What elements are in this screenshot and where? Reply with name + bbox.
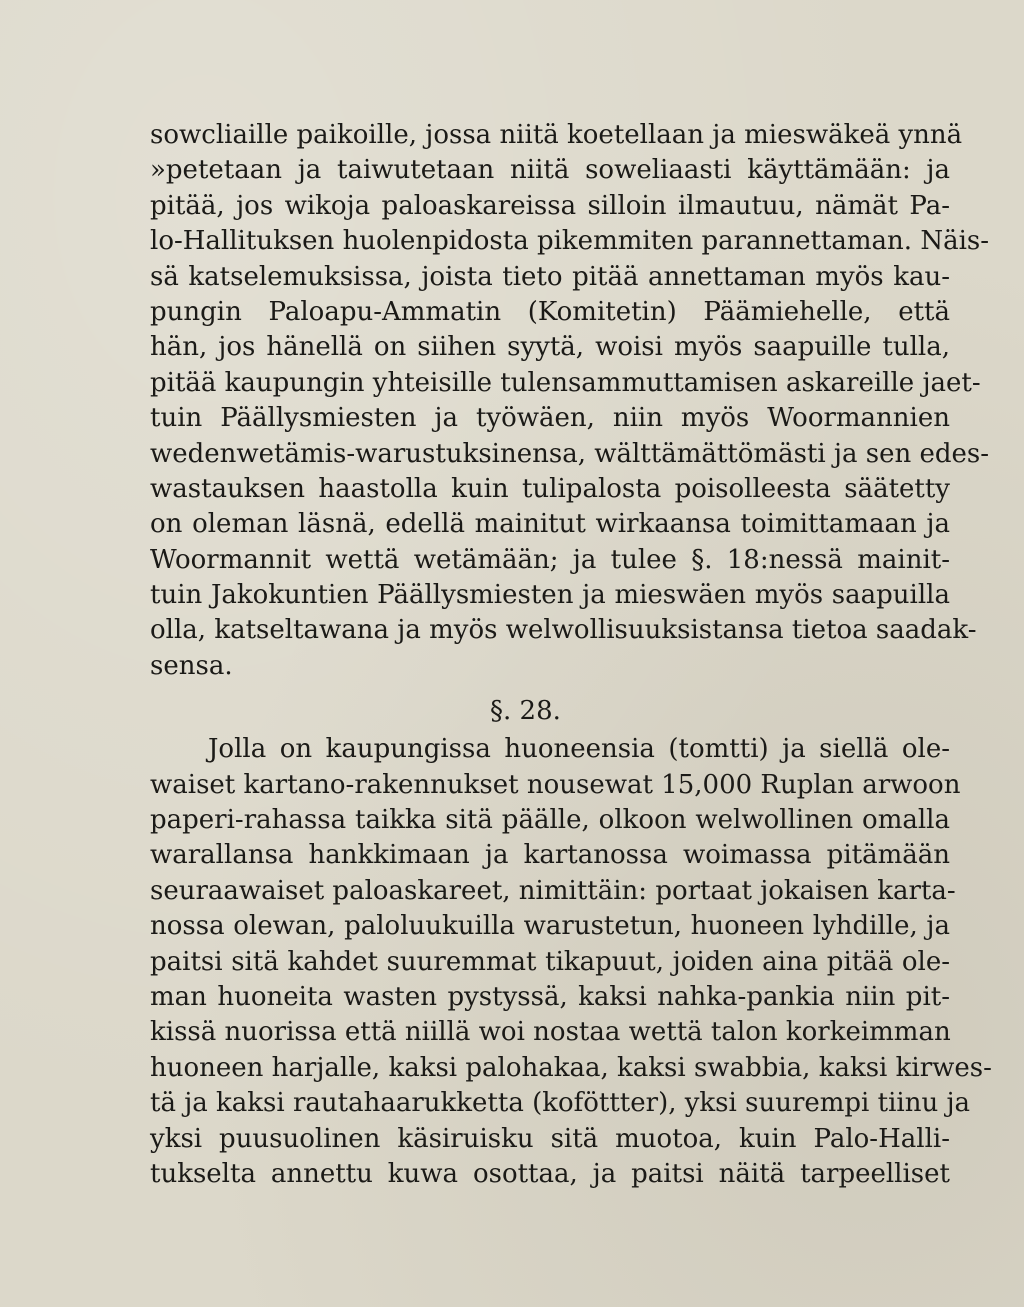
text-line: paperi-rahassa taikka sitä päälle, olkoon welwollinen omalla xyxy=(150,805,950,836)
text-line: seuraawaiset paloaskareet, nimittäin: portaat jokaisen karta- xyxy=(150,875,956,906)
text-line: kissä nuorissa että niillä woi nostaa wettä talon korkeimman xyxy=(150,1017,951,1048)
text-line: on oleman läsnä, edellä mainitut wirkaansa toimittamaan ja xyxy=(150,509,950,540)
text-line: Jolla on kaupungissa huoneensia (tomtti) ja siellä ole- xyxy=(208,734,950,765)
text-line: »petetaan ja taiwutetaan niitä soweliaasti käyttämään: ja xyxy=(150,155,950,186)
text-line: pitää kaupungin yhteisille tulensammuttamisen askareille jaet- xyxy=(150,367,981,398)
text-line: warallansa hankkimaan ja kartanossa woimassa pitämään xyxy=(150,840,950,871)
text-line: waiset kartano-rakennukset nousewat 15,000 Ruplan arwoon xyxy=(150,769,961,800)
text-line: lo-Hallituksen huolenpidosta pikemmiten parannettaman. Näis- xyxy=(150,226,990,257)
text-line: nossa olewan, paloluukuilla warustetun, huoneen lyhdille, ja xyxy=(150,911,950,942)
paragraph-2 xyxy=(150,732,992,1192)
text-line: tuin Jakokuntien Päällysmiesten ja mieswäen myös saapuilla xyxy=(150,580,950,611)
text-line: wastauksen haastolla kuin tulipalosta poisolleesta säätetty xyxy=(150,473,950,504)
text-line: pungin Paloapu-Ammatin (Komitetin) Päämiehelle, että xyxy=(150,296,950,327)
text-line: man huoneita wasten pystyssä, kaksi nahka-pankia niin pit- xyxy=(150,981,950,1012)
text-line: pitää, jos wikoja paloaskareissa silloin ilmautuu, nämät Pa- xyxy=(150,190,950,221)
text-line: sensa. xyxy=(150,650,233,681)
text-line: olla, katseltawana ja myös welwollisuuksistansa tietoa saadak- xyxy=(150,615,977,646)
text-line: huoneen harjalle, kaksi palohakaa, kaksi swabbia, kaksi kirwes- xyxy=(150,1052,992,1083)
paragraph-1 xyxy=(150,118,990,684)
body-text xyxy=(150,118,992,1192)
text-line: Woormannit wettä wetämään; ja tulee §. 18:nessä mainit- xyxy=(150,544,950,575)
text-line: hän, jos hänellä on siihen syytä, woisi myös saapuille tulla, xyxy=(150,332,950,363)
text-line: sowcliaille paikoille, jossa niitä koetellaan ja mieswäkeä ynnä xyxy=(150,120,963,150)
text-line: wedenwetämis-warustuksinensa, wälttämättömästi ja sen edes- xyxy=(150,438,990,469)
text-line: tuin Päällysmiesten ja työwäen, niin myös Woormannien xyxy=(150,403,950,434)
text-line: tukselta annettu kuwa osottaa, ja paitsi näitä tarpeelliset xyxy=(150,1158,950,1189)
text-line: paitsi sitä kahdet suuremmat tikapuut, joiden aina pitää ole- xyxy=(150,946,950,977)
section-heading: §. 28. xyxy=(490,696,561,727)
text-line: tä ja kaksi rautahaarukketta (koföttter), yksi suurempi tiinu ja xyxy=(150,1088,971,1119)
text-line: sä katselemuksissa, joista tieto pitää annettaman myös kau- xyxy=(150,261,950,292)
text-line: yksi puusuolinen käsiruisku sitä muotoa, kuin Palo-Halli- xyxy=(150,1123,950,1154)
